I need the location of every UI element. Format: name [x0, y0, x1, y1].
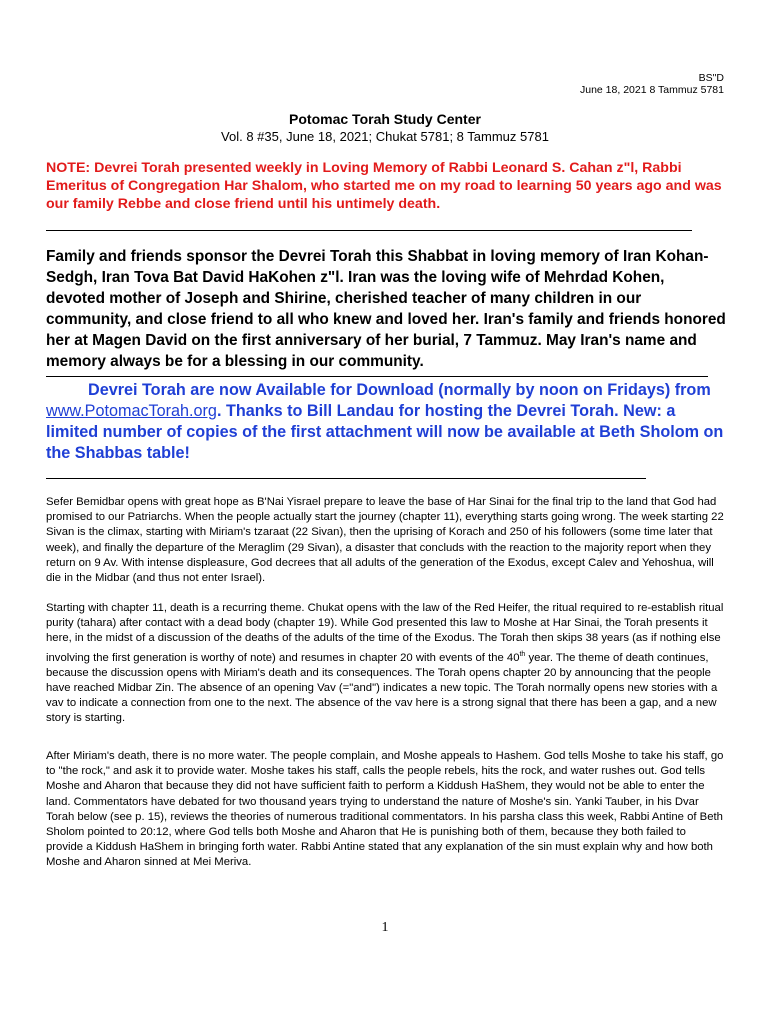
- divider-rule: [46, 478, 646, 480]
- download-text-end: . Thanks to Bill Landau for hosting the Devrei Torah. New: a limited number of copies of the first attachment will now be available at Beth Sholom on the Shabbas table!: [46, 402, 724, 462]
- paragraph-text: After Miriam's death, there is no more water. The people complain, and Moshe appeals to Hashem. God tells Moshe to take his staff, go to "the rock," and ask it to provide water. Moshe takes his staff, calls the people rebels, hits the rock, and water rushes out. God tells Moshe and Aharon that because they did not have sufficient faith to perform a Kiddush HaShem, they would not be able to enter the land. Commentators have debated for two thousand years trying to understand the nature of Moshe's sin. Yanki Tauber, in his Dvar Torah below (see p. 15), reviews the theories of numerous traditional commentators. In his parsha class this week, Rabbi Antine of Beth Sholom pointed to 20:12, where God tells both Moshe and Aharon that He is punishing both of them, because they both failed to provide a Kiddush HaShem in bringing forth water. Rabbi Antine stated that any explanation of the sin must explain why and how both Moshe and Aharon sinned at Mei Meriva.: [46, 750, 724, 869]
- paragraph-text: Sefer Bemidbar opens with great hope as B'Nai Yisrael prepare to leave the base of Har Sinai for the final trip to the land that God had promised to our Patriarchs. When the people actually start the journey (chapter 11), everything starts going wrong. The week starting 22 Sivan is the climax, starting with Miriam's tzaraat (22 Sivan), then the uprising of Korach and 250 of his followers (some time later that week), and finally the departure of the Meraglim (29 Sivan), a disaster that concluds with the reaction to the majority report when they return on 9 Av. With intense displeasure, God decrees that all adults of the generation of the Exodus, except Calev and Yehoshua, will die in the Midbar (and thus not enter Israel).: [46, 496, 724, 585]
- header-date: June 18, 2021 8 Tammuz 5781: [580, 84, 724, 96]
- body-paragraph-2: [46, 601, 726, 726]
- document-page: [46, 0, 724, 1024]
- page-number: 1: [381, 920, 389, 935]
- header-bsd: BS"D: [698, 72, 724, 84]
- sponsor-dedication: Family and friends sponsor the Devrei Torah this Shabbat in loving memory of Iran Kohan-Sedgh, Iran Tova Bat David HaKohen z"l. Iran was the loving wife of Mehrdad Kohen, devoted mother of Joseph and Shirine, cherished teacher of many children in our community, and close friend to all who knew and loved her. Iran's family and friends honored her at Magen David on the first anniversary of her burial, 7 Tammuz. May Iran's name and memory always be for a blessing in our community.: [46, 248, 726, 370]
- download-notice: [46, 380, 726, 464]
- body-paragraph-1: [46, 495, 726, 586]
- ordinal-superscript: th: [519, 650, 526, 658]
- body-paragraph-3: [46, 749, 726, 871]
- document-subtitle: Vol. 8 #35, June 18, 2021; Chukat 5781; 8 Tammuz 5781: [221, 129, 549, 144]
- potomac-torah-link[interactable]: www.PotomacTorah.org: [46, 402, 217, 420]
- paragraph-text: [46, 601, 726, 726]
- paragraph-text-part: Starting with chapter 11, death is a recurring theme. Chukat opens with the law of the Red Heifer, the ritual required to re-establish ritual purity (tahara) after contact with a dead body (chapter 19). While God presented this law to Moshe at Har Sinai, the Torah presents it here, in the midst of a discussion of the deaths of the adults of the time of the Exodus. The Torah then skips 38 years (as if nothing else involving the first generation is worthy of note) and resumes in chapter 20 with events of the 40: [46, 602, 724, 664]
- divider-rule: [46, 376, 708, 378]
- document-title: Potomac Torah Study Center: [289, 111, 481, 127]
- paragraph-text-part: year. The theme of death continues, because the discussion opens with Miriam's death and its consequences. The Torah opens chapter 20 by announcing that the people have reached Midbar Zin. The absence of an opening Vav (="and") indicates a new topic. The Torah normally opens new stories with a vav to indicate a connection from one to the next. The absence of the vav here is a strong signal that there has been a gap, and a new story is starting.: [46, 651, 718, 725]
- divider-rule: [46, 230, 692, 232]
- memorial-note: NOTE: Devrei Torah presented weekly in Loving Memory of Rabbi Leonard S. Cahan z"l, Rabbi Emeritus of Congregation Har Shalom, who started me on my road to learning 50 years ago and was our family Rebbe and close friend until his untimely death.: [46, 160, 722, 212]
- download-text-start: Devrei Torah are now Available for Download (normally by noon on Fridays) from: [88, 381, 711, 399]
